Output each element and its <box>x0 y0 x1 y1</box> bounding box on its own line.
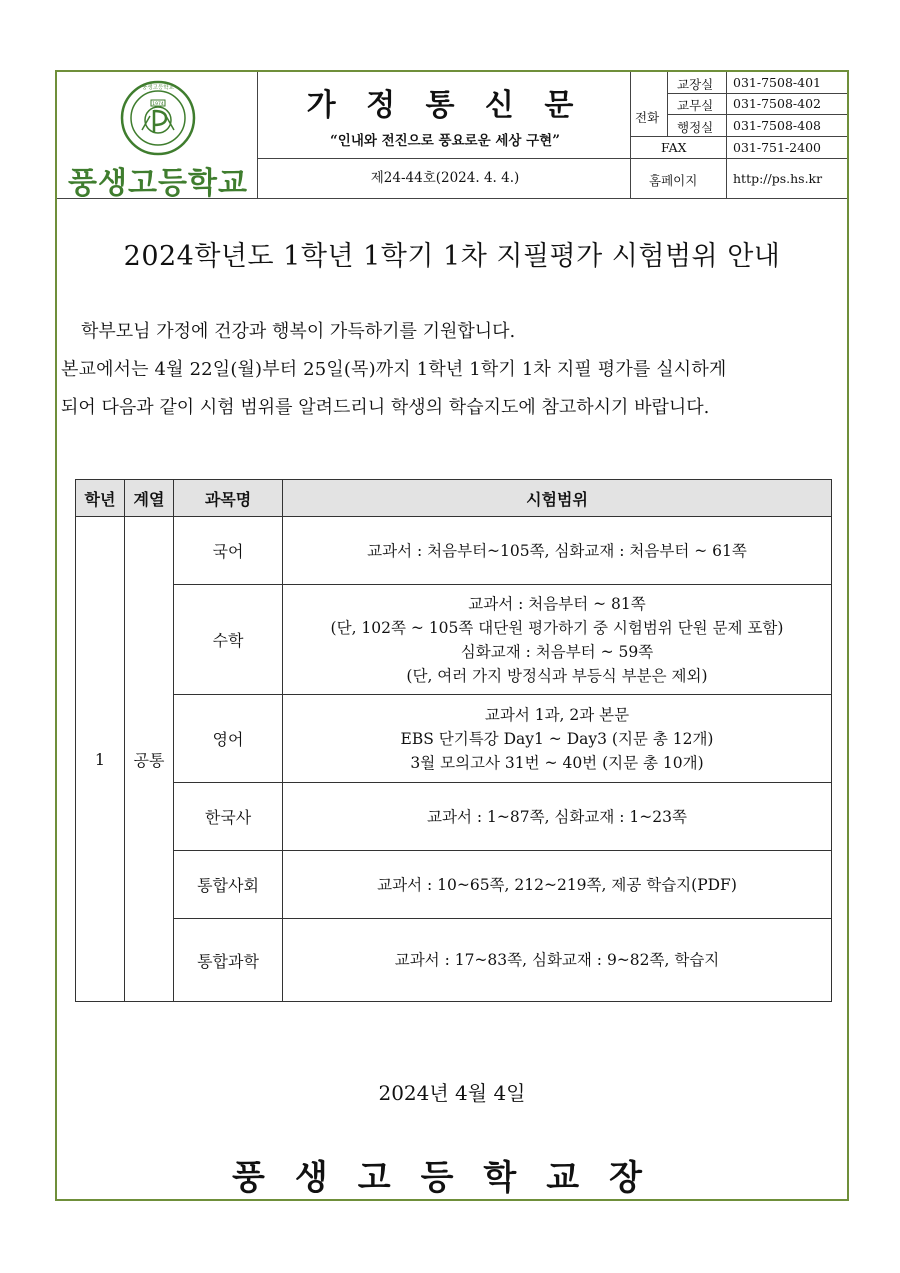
subject-cell: 한국사 <box>174 783 283 851</box>
range-line: EBS 단기특강 Day1 ~ Day3 (지문 총 12개) <box>400 729 714 748</box>
header-range: 시험범위 <box>283 480 832 517</box>
subject-cell: 국어 <box>174 517 283 585</box>
fax-label: FAX <box>661 140 687 155</box>
grade-cell: 1 <box>76 517 125 1002</box>
table-header-row <box>76 480 832 517</box>
range-line: 교과서 : 17~83쪽, 심화교재 : 9~82쪽, 학습지 <box>394 951 720 969</box>
logo-year: 1974 <box>152 102 164 107</box>
school-slogan: “인내와 전진으로 풍요로운 세상 구현” <box>330 133 560 149</box>
table-row <box>76 585 832 695</box>
table-row <box>76 851 832 919</box>
divider <box>667 72 668 136</box>
phone-label: 전화 <box>635 110 660 125</box>
range-line: 심화교재 : 처음부터 ~ 59쪽 <box>460 642 654 661</box>
range-cell <box>283 919 832 1002</box>
divider <box>726 72 727 198</box>
divider <box>257 158 847 159</box>
body-line-3: 되어 다음과 같이 시험 범위를 알려드리니 학생의 학습지도에 참고하시기 바랍니다. <box>61 397 710 418</box>
contact-label: 교장실 <box>677 77 714 92</box>
range-line: 3월 모의고사 31번 ~ 40번 (지문 총 10개) <box>410 753 704 772</box>
contact-label: 행정실 <box>677 120 714 135</box>
issue-date: 2024년 4월 4일 <box>378 1081 526 1105</box>
table-row <box>76 517 832 585</box>
subject-cell: 통합사회 <box>174 851 283 919</box>
range-line: 교과서 : 처음부터 ~ 81쪽 <box>468 594 646 613</box>
contact-value: 031-7508-402 <box>733 96 821 111</box>
contact-value: 031-7508-408 <box>733 118 821 133</box>
school-emblem-icon <box>120 80 196 156</box>
divider <box>630 72 631 198</box>
contact-value: 031-7508-401 <box>733 75 821 90</box>
fax-value: 031-751-2400 <box>733 140 821 155</box>
range-cell <box>283 695 832 783</box>
range-cell <box>283 585 832 695</box>
divider <box>257 72 258 198</box>
range-cell <box>283 851 832 919</box>
range-line: 교과서 : 1~87쪽, 심화교재 : 1~23쪽 <box>427 807 687 826</box>
article-title: 2024학년도 1학년 1학기 1차 지필평가 시험범위 안내 <box>123 241 781 272</box>
divider <box>630 136 847 137</box>
body-line-2: 본교에서는 4월 22일(월)부터 25일(목)까지 1학년 1학기 1차 지필 평가를 실시하게 <box>61 359 727 380</box>
school-name: 풍생고등학교 <box>68 166 248 201</box>
range-line: 교과서 1과, 2과 본문 <box>484 705 630 724</box>
table-row <box>76 919 832 1002</box>
issue-number: 제24-44호(2024. 4. 4.) <box>370 170 520 186</box>
divider <box>667 114 847 115</box>
range-cell <box>283 783 832 851</box>
contact-label: 교무실 <box>677 98 714 113</box>
header-grade: 학년 <box>76 480 125 517</box>
principal-signature: 풍생고등학교장 <box>232 1158 672 1198</box>
track-cell: 공통 <box>125 517 174 1002</box>
body-line-1: 학부모님 가정에 건강과 행복이 가득하기를 기원합니다. <box>81 321 516 342</box>
subject-cell: 수학 <box>174 585 283 695</box>
table-row <box>76 783 832 851</box>
range-line: 교과서 : 처음부터~105쪽, 심화교재 : 처음부터 ~ 61쪽 <box>367 541 747 560</box>
divider <box>667 93 847 94</box>
range-line: (단, 102쪽 ~ 105쪽 대단원 평가하기 중 시험범위 단원 문제 포함) <box>330 618 784 637</box>
range-line: 교과서 : 10~65쪽, 212~219쪽, 제공 학습지(PDF) <box>377 875 737 894</box>
header-track: 계열 <box>125 480 174 517</box>
logo-school-text: 풍생고등학교 <box>142 85 174 91</box>
table-row <box>76 695 832 783</box>
newsletter-frame <box>55 70 849 1201</box>
range-cell <box>283 517 832 585</box>
header-subject: 과목명 <box>174 480 283 517</box>
homepage-link[interactable]: http://ps.hs.kr <box>733 171 823 186</box>
exam-range-table <box>75 479 832 1002</box>
subject-cell: 영어 <box>174 695 283 783</box>
newsletter-title: 가 정 통 신 문 <box>306 88 584 123</box>
subject-cell: 통합과학 <box>174 919 283 1002</box>
newsletter-header <box>57 72 847 199</box>
homepage-label: 홈페이지 <box>649 173 698 188</box>
range-line: (단, 여러 가지 방정식과 부등식 부분은 제외) <box>406 666 708 685</box>
school-logo-cell <box>57 72 257 201</box>
